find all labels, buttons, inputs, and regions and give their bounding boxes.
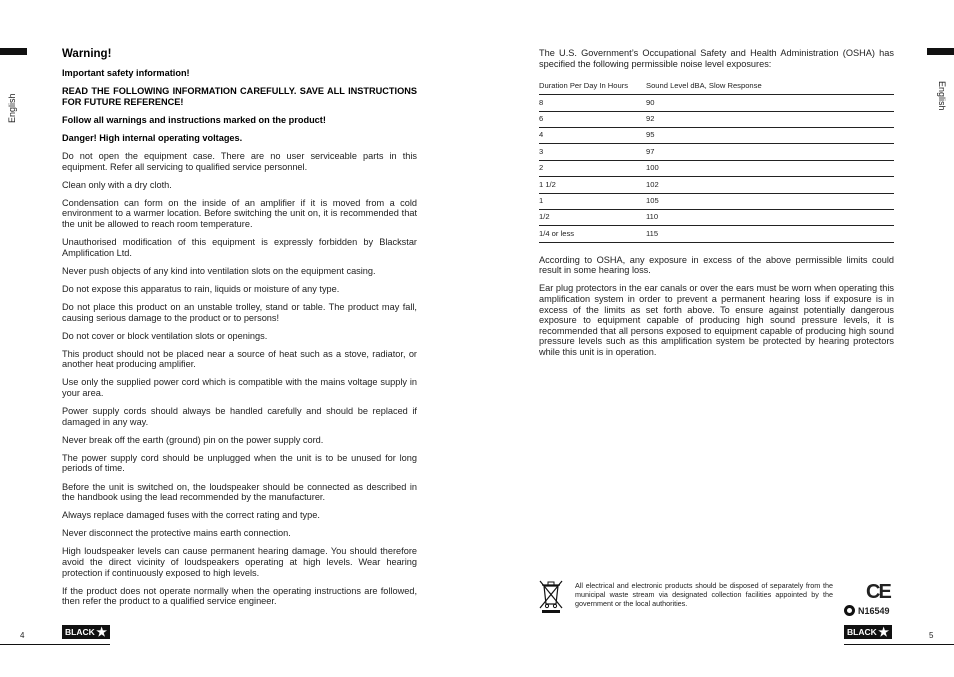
duration-cell: 3 xyxy=(539,144,646,160)
sound-level-cell: 110 xyxy=(646,209,894,225)
warning-paragraph: High loudspeaker levels can cause permanent hearing damage. You should therefore avoid the direct vicinity of loudspeakers operating at high levels. Wear hearing protection if continuously exposed to high levels. xyxy=(62,546,417,578)
table-row xyxy=(539,127,894,143)
sound-level-cell: 115 xyxy=(646,226,894,242)
sound-level-cell: 95 xyxy=(646,127,894,143)
table-row xyxy=(539,111,894,127)
logo-text: BLACK xyxy=(65,627,95,637)
osha-section xyxy=(539,48,894,365)
weee-bin-icon xyxy=(539,580,563,614)
warning-paragraph: Use only the supplied power cord which is compatible with the mains voltage supply in your area. xyxy=(62,377,417,398)
warning-paragraph: The power supply cord should be unplugged when the unit is to be unused for long periods of time. xyxy=(62,452,417,474)
footer-rule-left xyxy=(0,644,110,645)
warning-paragraph: Do not place this product on an unstable trolley, stand or table. The product may fall, causing serious damage to the product or to persons! xyxy=(62,301,417,323)
column-header-sound-level: Sound Level dBA, Slow Response xyxy=(646,79,894,95)
language-tab-label: English xyxy=(937,81,947,111)
table-row xyxy=(539,177,894,193)
warning-paragraph: Do not expose this apparatus to rain, liquids or moisture of any type. xyxy=(62,283,340,294)
warning-paragraph: Never break off the earth (ground) pin on the power supply cord. xyxy=(62,434,324,445)
table-header-row xyxy=(539,79,894,95)
duration-cell: 2 xyxy=(539,160,646,176)
page-number-right: 5 xyxy=(929,631,934,640)
brand-logo-right xyxy=(844,625,892,639)
warning-paragraph: Never disconnect the protective mains earth connection. xyxy=(62,528,291,539)
footer-rule-right xyxy=(844,644,954,645)
duration-cell: 6 xyxy=(539,111,646,127)
osha-paragraph: Ear plug protectors in the ear canals or over the ears must be worn when operating this amplification system in order to prevent a permanent hearing loss if exposure is in excess of the limits as set forth above. To ensure against potentially dangerous exposure to equipment capable of producing high sound pressure levels, it is recommended that all persons exposed to equipment capable of producing high sound pressure levels such as this amplification system be protected by hearing protectors while this unit is in operation. xyxy=(539,283,894,357)
disposal-note: All electrical and electronic products should be disposed of separately from the municipal waste stream via designated collection facilities appointed by the government or the local authorities. xyxy=(575,581,833,609)
compliance-mark xyxy=(844,605,890,616)
sound-level-cell: 100 xyxy=(646,160,894,176)
table-row xyxy=(539,160,894,176)
sound-level-cell: 97 xyxy=(646,144,894,160)
star-icon: ★ xyxy=(878,625,889,639)
warning-paragraph: This product should not be placed near a source of heat such as a stove, radiator, or another heat producing amplifier. xyxy=(62,348,417,370)
sound-level-cell: 92 xyxy=(646,111,894,127)
warning-paragraph: Always replace damaged fuses with the correct rating and type. xyxy=(62,510,320,521)
duration-cell: 1/2 xyxy=(539,209,646,225)
duration-cell: 1/4 or less xyxy=(539,226,646,242)
danger-notice: Danger! High internal operating voltages. xyxy=(62,132,243,143)
table-row xyxy=(539,226,894,242)
c-tick-icon xyxy=(844,605,855,616)
table-row xyxy=(539,193,894,209)
language-tab-right xyxy=(927,48,954,133)
language-tab-label: English xyxy=(7,93,17,123)
compliance-code: N16549 xyxy=(858,605,890,616)
sound-level-cell: 105 xyxy=(646,193,894,209)
noise-exposure-table xyxy=(539,79,894,243)
table-row xyxy=(539,95,894,111)
star-icon: ★ xyxy=(96,625,107,639)
warning-paragraph: Unauthorised modification of this equipment is expressly forbidden by Blackstar Amplification Ltd. xyxy=(62,237,417,258)
ce-mark: CE xyxy=(866,581,890,603)
warning-paragraph: Clean only with a dry cloth. xyxy=(62,179,172,190)
duration-cell: 8 xyxy=(539,95,646,111)
warning-paragraph: If the product does not operate normally when the operating instructions are followed, then refer the product to a qualified service engineer. xyxy=(62,585,417,607)
table-row xyxy=(539,144,894,160)
table-row xyxy=(539,209,894,225)
sound-level-cell: 102 xyxy=(646,177,894,193)
brand-logo-left xyxy=(62,625,110,639)
follow-warnings-notice: Follow all warnings and instructions marked on the product! xyxy=(62,114,326,125)
duration-cell: 1 1/2 xyxy=(539,177,646,193)
warning-paragraph: Power supply cords should always be handled carefully and should be replaced if damaged in any way. xyxy=(62,406,417,427)
warning-paragraph: Do not cover or block ventilation slots or openings. xyxy=(62,330,268,341)
osha-intro: The U.S. Government’s Occupational Safety and Health Administration (OSHA) has specified the following permissible noise level exposures: xyxy=(539,48,894,69)
language-tab-left xyxy=(0,48,27,133)
logo-text: BLACK xyxy=(847,627,877,637)
warning-section xyxy=(62,48,417,614)
duration-cell: 1 xyxy=(539,193,646,209)
warning-paragraph: Do not open the equipment case. There are no user serviceable parts in this equipment. Refer all servicing to qualified service personnel. xyxy=(62,150,417,172)
osha-paragraph: According to OSHA, any exposure in excess of the above permissible limits could result in some hearing loss. xyxy=(539,254,894,276)
sound-level-cell: 90 xyxy=(646,95,894,111)
column-header-duration: Duration Per Day In Hours xyxy=(539,79,646,95)
read-carefully-notice: READ THE FOLLOWING INFORMATION CAREFULLY. SAVE ALL INSTRUCTIONS FOR FUTURE REFERENCE! xyxy=(62,86,417,107)
warning-paragraph: Never push objects of any kind into ventilation slots on the equipment casing. xyxy=(62,265,376,276)
duration-cell: 4 xyxy=(539,127,646,143)
safety-intro: Important safety information! xyxy=(62,68,190,78)
warning-paragraph: Condensation can form on the inside of an amplifier if it is moved from a cold environment to a warmer location. Before switching the unit on, it is recommended that the unit be allowed to reach room temperature. xyxy=(62,197,417,229)
page-number-left: 4 xyxy=(20,631,25,640)
warning-paragraph: Before the unit is switched on, the loudspeaker should be connected as described in the handbook using the lead recommended by the manufacturer. xyxy=(62,481,417,503)
warning-heading: Warning! xyxy=(62,48,112,60)
